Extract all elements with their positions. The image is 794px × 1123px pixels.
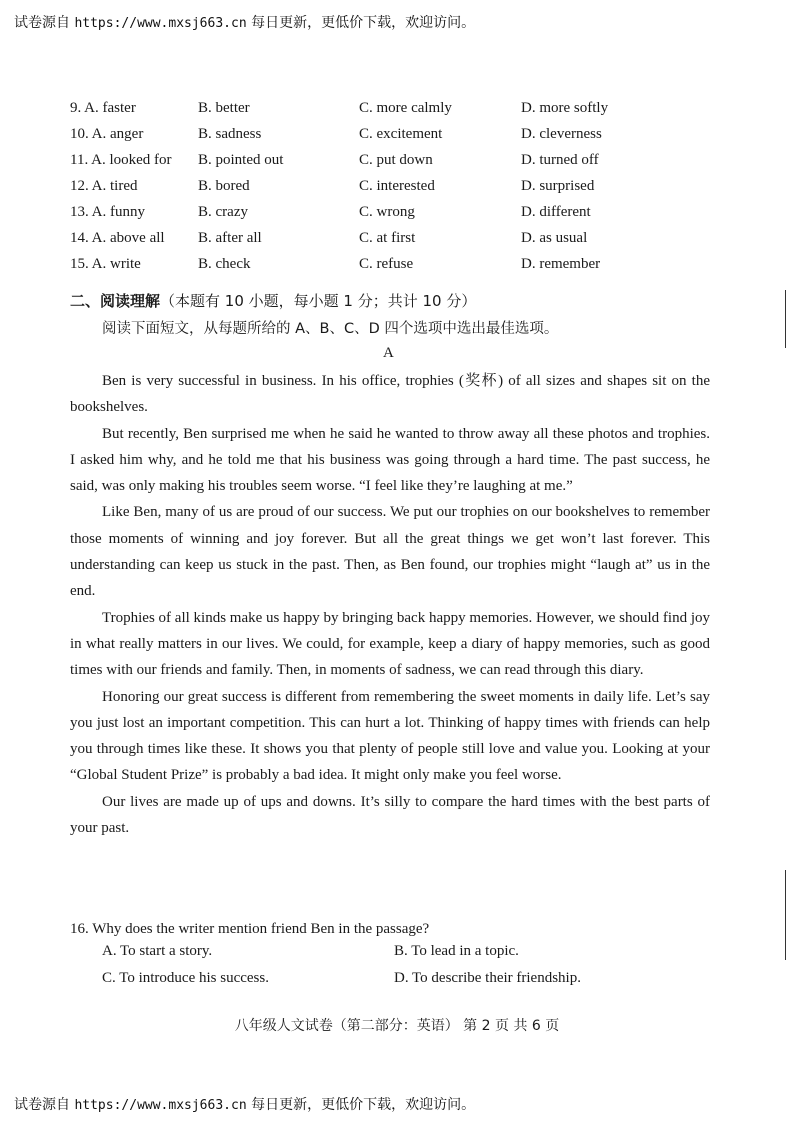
watermark-top [14,12,475,32]
choice-row [102,943,702,970]
option-d: D. turned off [521,152,599,168]
choice-d: D. To describe their friendship. [394,970,581,986]
watermark-slogan: 每日更新，更低价下载，欢迎访问。 [251,15,476,31]
passage-paragraph: Like Ben, many of us are proud of our success. We put our trophies on our bookshelves to remember those moments of winning and joy forever. But all the great things we get won’t last forever. This understanding can keep us stuck in the past. Then, as Ben found, our trophies might “laugh at” us in the end. [70,504,710,600]
option-c: C. interested [359,178,435,194]
passage-paragraph: Honoring our great success is different from remembering the sweet moments in daily life. Let’s say you just lost an important competition. This can hurt a lot. Thinking of happy times with friends can help you through times like these. It shows you that plenty of people still love and value you. Looking at your “Global Student Prize” is probably a bad idea. It might only make you feel worse. [70,688,710,784]
section-heading [70,290,476,311]
passage-paragraph: Ben is very successful in business. In his office, trophies (奖杯) of all sizes and shapes sit on the bookshelves. [70,373,710,416]
option-d: D. as usual [521,230,588,246]
passage-paragraph: Our lives are made up of ups and downs. It’s silly to compare the hard times with the best parts of your past. [70,793,710,837]
option-d: D. surprised [521,178,595,194]
option-d: D. cleverness [521,126,602,142]
option-a: 11. A. looked for [70,152,172,168]
question-16-choices [102,943,702,997]
choice-row [102,970,702,997]
option-d: D. more softly [521,100,609,116]
option-b: B. after all [198,230,262,246]
option-a: 12. A. tired [70,178,138,194]
watermark-slogan: 每日更新，更低价下载，欢迎访问。 [251,1097,476,1113]
option-a: 15. A. write [70,256,141,272]
section-instruction: 阅读下面短文，从每题所给的 A、B、C、D 四个选项中选出最佳选项。 [102,321,559,337]
watermark-url[interactable]: https://www.mxsj663.cn [74,1098,247,1113]
option-c: C. more calmly [359,100,452,116]
choice-a: A. To start a story. [102,943,213,959]
option-b: B. check [198,256,251,272]
option-b: B. better [198,100,250,116]
option-row [70,254,750,280]
section-note: （本题有 10 小题，每小题 1 分；共计 10 分） [160,292,477,310]
option-c: C. at first [359,230,416,246]
option-row [70,202,750,228]
option-row [70,228,750,254]
option-b: B. crazy [198,204,248,220]
option-c: C. put down [359,152,433,168]
option-a: 10. A. anger [70,126,144,142]
watermark-bottom [14,1094,475,1114]
option-c: C. refuse [359,256,414,272]
cloze-options [70,98,750,280]
option-row [70,150,750,176]
option-a: 13. A. funny [70,204,145,220]
passage-paragraph: But recently, Ben surprised me when he said he wanted to throw away all these photos and trophies. I asked him why, and he told me that his business was going through a hard time. The past success, he said, was only making his troubles seem worse. “I feel like they’re laughing at me.” [70,425,710,495]
watermark-source-label: 试卷源自 [14,15,70,31]
choice-b: B. To lead in a topic. [394,943,519,959]
choice-c: C. To introduce his success. [102,970,269,986]
option-b: B. sadness [198,126,262,142]
reading-passage [70,368,710,841]
option-c: C. wrong [359,204,415,220]
passage-letter: A [383,345,394,361]
option-a: 14. A. above all [70,230,165,246]
option-row [70,124,750,150]
scan-edge-mark [785,870,786,960]
option-row [70,98,750,124]
option-row [70,176,750,202]
watermark-source-label: 试卷源自 [14,1097,70,1113]
option-d: D. different [521,204,591,220]
passage-paragraph: Trophies of all kinds make us happy by bringing back happy memories. However, we should find joy in what really matters in our lives. We could, for example, keep a diary of happy memories, such as good times with our friends and family. Then, in moments of sadness, we can read through this diary. [70,609,710,679]
scan-edge-mark [785,290,786,348]
option-c: C. excitement [359,126,443,142]
option-b: B. pointed out [198,152,284,168]
watermark-url[interactable]: https://www.mxsj663.cn [74,16,247,31]
option-a: 9. A. faster [70,100,136,116]
option-b: B. bored [198,178,250,194]
option-d: D. remember [521,256,601,272]
question-16-stem: 16. Why does the writer mention friend Ben in the passage? [70,921,430,937]
section-title: 二、阅读理解 [70,292,161,310]
page-footer: 八年级人文试卷（第二部分：英语） 第 2 页 共 6 页 [234,1018,560,1034]
